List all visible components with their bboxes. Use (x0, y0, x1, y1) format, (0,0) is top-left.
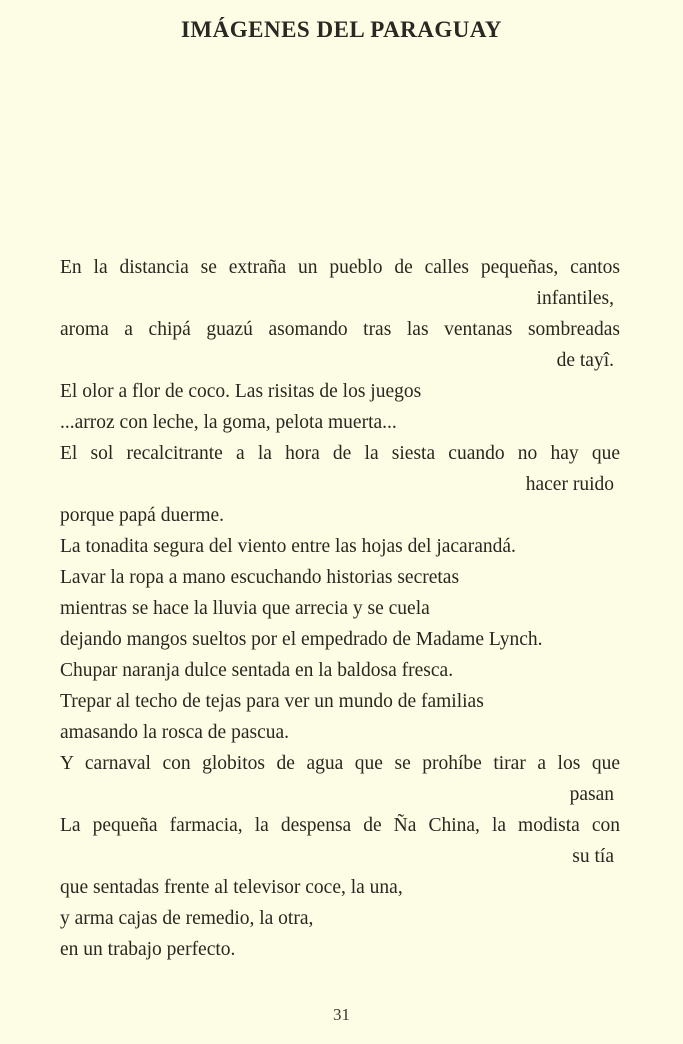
poem-line-continuation: su tía (572, 846, 614, 867)
poem-line-continuation: de tayî. (556, 350, 614, 371)
poem-line: y arma cajas de remedio, la otra, (60, 908, 314, 929)
poem-line: La tonadita segura del viento entre las hojas del jacarandá. (60, 536, 516, 557)
poem-line: Y carnaval con globitos de agua que se prohíbe tirar a los que (60, 753, 620, 774)
poem-line: en un trabajo perfecto. (60, 939, 236, 960)
poem-line: amasando la rosca de pascua. (60, 722, 290, 743)
poem-body (60, 252, 620, 965)
poem-line: El olor a flor de coco. Las risitas de los juegos (60, 381, 422, 402)
poem-line: aroma a chipá guazú asomando tras las ventanas sombreadas (60, 319, 620, 340)
poem-line: dejando mangos sueltos por el empedrado de Madame Lynch. (60, 629, 543, 650)
poem-line: Lavar la ropa a mano escuchando historias secretas (60, 567, 460, 588)
page-title: IMÁGENES DEL PARAGUAY (180, 17, 503, 42)
poem-line: La pequeña farmacia, la despensa de Ña China, la modista con (60, 815, 620, 836)
poem-line-continuation: pasan (569, 784, 614, 805)
poem-line: porque papá duerme. (60, 505, 225, 526)
poem-line-continuation: hacer ruido (525, 474, 614, 495)
poem-line: mientras se hace la lluvia que arrecia y se cuela (60, 598, 430, 619)
poem-line: El sol recalcitrante a la hora de la siesta cuando no hay que (60, 443, 620, 464)
poem-line: que sentadas frente al televisor coce, la una, (60, 877, 403, 898)
poem-line: ...arroz con leche, la goma, pelota muerta... (60, 412, 397, 433)
poem-line: Chupar naranja dulce sentada en la baldosa fresca. (60, 660, 454, 681)
poem-line: En la distancia se extraña un pueblo de calles pequeñas, cantos (60, 257, 620, 278)
page-number: 31 (333, 1005, 350, 1024)
poem-line: Trepar al techo de tejas para ver un mundo de familias (60, 691, 484, 712)
poem-line-continuation: infantiles, (536, 288, 614, 309)
